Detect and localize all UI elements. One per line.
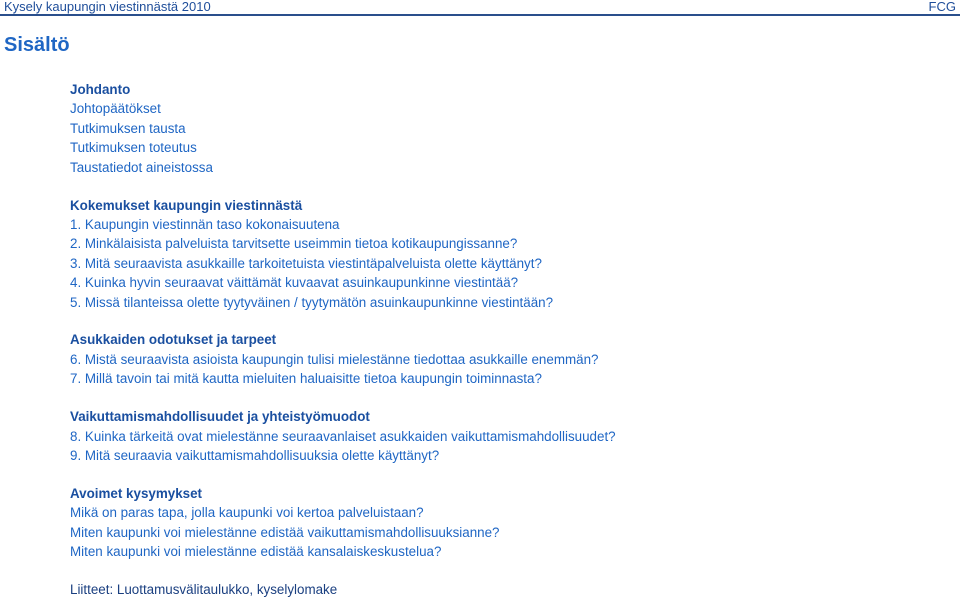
attachments-line: Liitteet: Luottamusvälitaulukko, kyselylomake — [70, 582, 338, 598]
toc-item: Mikä on paras tapa, jolla kaupunki voi kertoa palveluistaan? — [70, 505, 424, 521]
table-of-contents — [70, 80, 940, 599]
toc-heading: Asukkaiden odotukset ja tarpeet — [70, 332, 277, 348]
header-title: Kysely kaupungin viestinnästä 2010 — [4, 0, 211, 14]
toc-item: Johtopäätökset — [70, 101, 161, 117]
toc-heading: Vaikuttamismahdollisuudet ja yhteistyömuodot — [70, 409, 370, 425]
toc-item: 6. Mistä seuraavista asioista kaupungin tulisi mielestänne tiedottaa asukkaille enemmän? — [70, 351, 599, 367]
toc-section-open-questions — [70, 484, 940, 562]
toc-item: 2. Minkälaisista palveluista tarvitsette useimmin tietoa kotikaupungissanne? — [70, 236, 518, 252]
toc-heading: Avoimet kysymykset — [70, 485, 202, 501]
toc-heading: Johdanto — [70, 82, 131, 97]
toc-section-experiences — [70, 196, 940, 312]
toc-item: Miten kaupunki voi mielestänne edistää kansalaiskeskustelua? — [70, 544, 442, 560]
header-company: FCG — [928, 0, 956, 14]
toc-item: 9. Mitä seuraavia vaikuttamismahdollisuuksia olette käyttänyt? — [70, 448, 440, 463]
page-header — [0, 0, 960, 15]
toc-item: 3. Mitä seuraavista asukkaille tarkoitetuista viestintäpalveluista olette käyttänyt? — [70, 255, 542, 271]
toc-item: Miten kaupunki voi mielestänne edistää vaikuttamismahdollisuuksianne? — [70, 524, 500, 540]
page-title: Sisältö — [4, 34, 70, 56]
toc-item: 8. Kuinka tärkeitä ovat mielestänne seuraavanlaiset asukkaiden vaikuttamismahdollisuudet? — [70, 428, 616, 444]
toc-item: Tutkimuksen tausta — [70, 120, 186, 136]
toc-heading: Kokemukset kaupungin viestinnästä — [70, 197, 303, 213]
toc-item: Taustatiedot aineistossa — [70, 159, 213, 175]
toc-section-expectations — [70, 330, 940, 388]
toc-item: 7. Millä tavoin tai mitä kautta mieluiten haluaisitte tietoa kaupungin toiminnasta? — [70, 371, 542, 387]
header-divider — [0, 14, 960, 16]
toc-section-introduction — [70, 80, 940, 177]
toc-item: 5. Missä tilanteissa olette tyytyväinen / tyytymätön asuinkaupunkinne viestintään? — [70, 294, 554, 310]
toc-item: Tutkimuksen toteutus — [70, 140, 197, 156]
toc-item: 1. Kaupungin viestinnän taso kokonaisuutena — [70, 216, 340, 232]
toc-section-attachments — [70, 580, 940, 599]
toc-section-influence — [70, 407, 940, 465]
toc-item: 4. Kuinka hyvin seuraavat väittämät kuvaavat asuinkaupunkinne viestintää? — [70, 275, 519, 291]
